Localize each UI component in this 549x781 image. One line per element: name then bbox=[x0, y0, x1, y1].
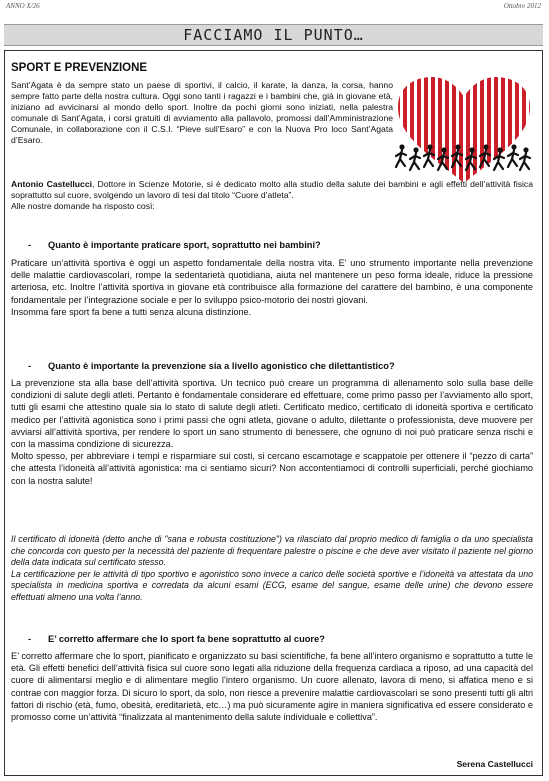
interview-lead: Alle nostre domande ha risposto così: bbox=[11, 201, 155, 211]
issue-number: ANNO X/26 bbox=[6, 2, 40, 10]
runner-silhouette bbox=[508, 144, 518, 167]
heart-stripe bbox=[487, 75, 491, 187]
heart-stripe bbox=[501, 75, 505, 187]
section-banner: FACCIAMO IL PUNTO… bbox=[4, 24, 543, 46]
issue-date: Ottobre 2012 bbox=[503, 2, 541, 10]
question-3: - E’ corretto affermare che lo sport fa bene soprattutto al cuore? bbox=[28, 634, 325, 644]
heart-runners-icon bbox=[392, 75, 537, 187]
answer-2: La prevenzione sta alla base dell’attività sportiva. Un tecnico può creare un programma di allenamento solo sulla base delle condizioni di salute degli atleti. Pertanto è fondamentale considerare ed effettuare, come primo passo per l’avviamento allo sport, tutti gli esami che attestino quale sia lo stato di salute degli atleti. Certificato medico, certificato di idoneità sportiva e certificato medico per l’attività agonistica sono i primi passi che ogni atleta, giovane o adulto, dilettante o professionista, deve muovere per avviarsi all’attività sportiva, per rendere lo sport un sano strumento di benessere, che ognuno di noi può praticare senza rischi e con la massima condizione di sicurezza. Molto spesso, per abbreviare i tempi e risparmiare sui costi, si cercano escamotage e scappatoie per ottenere il “pezzo di carta” che attesta l’idoneità all’attività agonistica: ma ci sentiamo sicuri? Non accontentiamoci di controlli superficiali, perché giochiamo con la nostra salute! bbox=[11, 378, 533, 486]
heart-stripe bbox=[515, 75, 519, 187]
author-paragraph bbox=[11, 179, 533, 212]
author-name: Antonio Castellucci bbox=[11, 179, 92, 189]
answer-3: E’ corretto affermare che lo sport, pianificato e organizzato su basi scientifiche, fa bene all’intero organismo e soprattutto a tutte le età. Gli effetti benefici dell’attività fisica sul cuore sono legati alla riduzione della frequenza cardiaca a riposo, ad una capacità del cuore di alimentarsi meglio e di alimentare meglio l’intero organismo. Un cuore allenato, lavora di meno, si affatica meno e si contrae con maggior forza. Di sicuro lo sport, da solo, non riesce a prevenire malattie cardiovascolari se sono presenti tutti gli altri fattori di rischio (età, fumo, obesità, ereditarietà, etc…) ma può sicuramente agire in maniera significativa ed essere considerato e promosso come un’attività “finalizzata al mantenimento della salute individuale e collettiva”. bbox=[11, 651, 533, 723]
intro-paragraph: Sant’Agata è da sempre stato un paese di sportivi, il calcio, il karate, la danza, la corsa, hanno sempre fatto parte della nostra cultura. Oggi sono tanti i ragazzi e i bambini che, già in giovane età, iniziano ad avvicinarsi al mondo dello sport. Inoltre da pochi giorni sono iniziati, nella palestra comunale di Sant’Agata, i corsi gratuiti di avviamento alla pallavolo, promossi dall’Amministrazione Comunale, in collaborazione con il C.S.I. “Pieve sull’Esaro” e con la Nuova Pro loco Sant’Agata d’Esaro. bbox=[11, 80, 393, 145]
heart-stripe bbox=[445, 75, 449, 187]
answer-1: Praticare un’attività sportiva è oggi un aspetto fondamentale della nostra vita. E’ uno strumento importante nella prevenzione delle malattie cardiovascolari, rompe la sedentarietà quotidiana, aiuta nel mantenere un peso forma ideale, riduce la pressione arteriosa, etc. Inoltre l’attività sportiva in giovane età contribuisce alla formazione del carattere del bambino, è una componente fondamentale per l’integrazione sociale e per lo sviluppo psico-motorio dei nostri giovani. Insomma fare sport fa bene a tutti senza alcuna distinzione. bbox=[11, 258, 533, 317]
heart-stripe bbox=[459, 75, 463, 187]
runner-silhouette bbox=[520, 147, 530, 170]
heart-stripe bbox=[431, 75, 435, 187]
heart-stripe bbox=[529, 75, 533, 187]
author-description: , Dottore in Scienze Motorie, si è dedicato molto alla studio della salute dei bambini e agli effetti dell’attività fisica soprattutto sul cuore, svolgendo un lavoro di tesi dal titolo “Cuore d’atleta”. bbox=[11, 179, 534, 200]
question-2: - Quanto è importante la prevenzione sia a livello agonistico che dilettantistico? bbox=[28, 361, 395, 371]
heart-stripe bbox=[508, 75, 512, 187]
heart-stripe bbox=[473, 75, 477, 187]
heart-stripe bbox=[396, 75, 400, 187]
article-title: SPORT E PREVENZIONE bbox=[11, 62, 148, 74]
runner-silhouette bbox=[410, 147, 420, 170]
heart-stripe bbox=[480, 75, 484, 187]
question-1: - Quanto è importante praticare sport, soprattutto nei bambini? bbox=[28, 240, 321, 250]
runner-silhouette bbox=[396, 144, 406, 167]
note-certificate: Il certificato di idoneità (detto anche di "sana e robusta costituzione") va rilasciato dal proprio medico di famiglia o da uno specialista che concorda con questo per la necessità del paziente di frequentare palestre o piscine e che deve aver visitato il paziente nel giorno della data indicata sul certificato stesso. La certificazione per le attività di tipo sportivo e agonistico sono invece a carico delle società sportive e l’idoneità va attestata da uno specialista in medicina sportiva e corredata da alcuni esami (ECG, esame del sangue, esame delle urine) che devono essere effettuati almeno una volta l’anno. bbox=[11, 534, 533, 602]
heart-stripe bbox=[417, 75, 421, 187]
heart-stripe bbox=[403, 75, 407, 187]
heart-stripe bbox=[522, 75, 526, 187]
signature: Serena Castellucci bbox=[456, 759, 533, 769]
heart-stripe bbox=[424, 75, 428, 187]
heart-stripe bbox=[452, 75, 456, 187]
